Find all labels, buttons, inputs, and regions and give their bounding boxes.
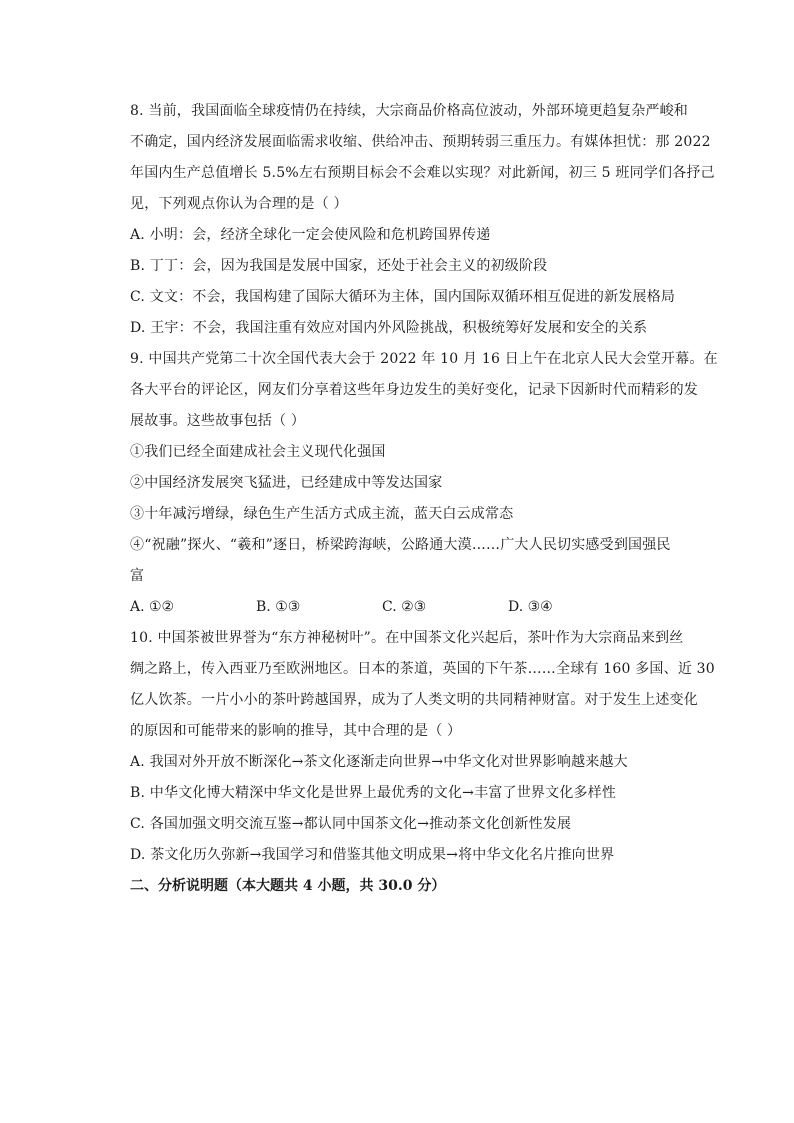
- question-10-stem-line-1: 10. 中国茶被世界誉为“东方神秘树叶”。在中国茶文化兴起后，茶叶作为大宗商品来到丝: [130, 630, 684, 646]
- section-heading: 二、分析说明题（本大题共 4 小题，共 30.0 分）: [130, 878, 446, 894]
- question-8-stem-line-2: 不确定，国内经济发展面临需求收缩、供给冲击、预期转弱三重压力。有媒体担忧：那 2022: [130, 134, 711, 150]
- question-8-option-d: D. 王宇：不会，我国注重有效应对国内外风险挑战，积极统筹好发展和安全的关系: [130, 320, 648, 336]
- question-9-stem-line-2: 各大平台的评论区，网友们分享着这些年身边发生的美好变化，记录下因新时代而精彩的发: [130, 382, 698, 398]
- question-10-option-b: B. 中华文化博大精深中华文化是世界上最优秀的文化→丰富了世界文化多样性: [130, 785, 617, 801]
- question-9-options: [130, 592, 670, 623]
- question-8-option-c: C. 文文：不会，我国构建了国际大循环为主体，国内国际双循环相互促进的新发展格局: [130, 289, 676, 305]
- question-9-stem-line-1: 9. 中国共产党第二十次全国代表大会于 2022 年 10 月 16 日上午在北京人民大会堂开幕。在: [130, 351, 718, 367]
- question-9-option-c: C. ②③: [382, 599, 427, 615]
- question-10-stem-line-2: 绸之路上，传入西亚乃至欧洲地区。日本的茶道，英国的下午茶……全球有 160 多国、近 30: [130, 661, 715, 677]
- question-10: [130, 623, 715, 871]
- question-8-stem-line-4: 见，下列观点你认为合理的是（ ）: [130, 196, 348, 212]
- question-9-option-b: B. ①③: [256, 599, 301, 615]
- question-8-option-a: A. 小明：会，经济全球化一定会使风险和危机跨国界传递: [130, 227, 491, 243]
- question-8-stem-line-3: 年国内生产总值增长 5.5%左右预期目标会不会难以实现？对此新闻，初三 5 班同学们各抒己: [130, 165, 715, 181]
- question-8-option-b: B. 丁丁：会，因为我国是发展中国家，还处于社会主义的初级阶段: [130, 258, 548, 274]
- question-10-stem-line-3: 亿人饮茶。一片小小的茶叶跨越国界，成为了人类文明的共同精神财富。对于发生上述变化: [130, 692, 698, 708]
- question-10-stem-line-4: 的原因和可能带来的影响的推导，其中合理的是（ ）: [130, 723, 462, 739]
- question-9: [130, 344, 718, 623]
- question-8-stem-line-1: 8. 当前，我国面临全球疫情仍在持续，大宗商品价格高位波动，外部环境更趋复杂严峻和: [130, 103, 689, 119]
- question-10-option-a: A. 我国对外开放不断深化→茶文化逐渐走向世界→中华文化对世界影响越来越大: [130, 754, 628, 770]
- exam-page: [130, 96, 718, 902]
- question-8: [130, 96, 715, 344]
- question-9-item-3: ③十年减污增绿，绿色生产生活方式成主流，蓝天白云成常态: [130, 506, 514, 522]
- question-9-option-d: D. ③④: [508, 599, 553, 615]
- question-9-option-a: A. ①②: [130, 599, 175, 615]
- question-9-item-2: ②中国经济发展突飞猛进，已经建成中等发达国家: [130, 475, 443, 491]
- question-9-item-4-cont: 富: [130, 568, 145, 584]
- question-10-option-d: D. 茶文化历久弥新→我国学习和借鉴其他文明成果→将中华文化名片推向世界: [130, 847, 615, 863]
- question-9-item-4: ④“祝融”探火、“羲和”逐日，桥梁跨海峡，公路通大漠……广大人民切实感受到国强民: [130, 537, 671, 553]
- question-9-stem-line-3: 展故事。这些故事包括（ ）: [130, 413, 306, 429]
- question-10-option-c: C. 各国加强文明交流互鉴→都认同中国茶文化→推动茶文化创新性发展: [130, 816, 572, 832]
- question-9-item-1: ①我们已经全面建成社会主义现代化强国: [130, 444, 386, 460]
